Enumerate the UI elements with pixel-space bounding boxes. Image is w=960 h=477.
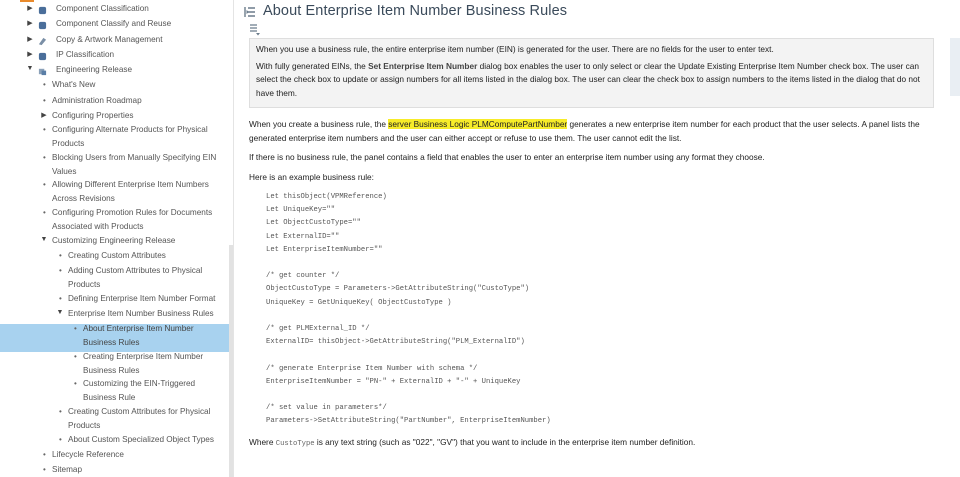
paragraph-no-rule: If there is no business rule, the panel contains a field that enables the user to enter an enterprise item number using any format they choose.	[249, 152, 765, 162]
toc-item-label: Adding Custom Attributes to Physical	[68, 266, 203, 275]
toc-item-allowing-different-ein[interactable]	[0, 180, 227, 208]
toc-item-sitemap[interactable]	[0, 465, 227, 477]
bullet-icon: •	[43, 96, 46, 105]
bullet-icon: •	[59, 407, 62, 416]
toc-item-engineering-release[interactable]	[0, 65, 227, 79]
bullet-icon: •	[59, 251, 62, 260]
toc-item-label: Administration Roadmap	[52, 96, 142, 105]
toc-item-copy-artwork[interactable]	[0, 35, 227, 49]
toc-sidebar	[0, 0, 234, 477]
highlighted-text: server Business Logic PLMComputePartNumber	[388, 119, 568, 129]
toc-item-label: Engineering Release	[56, 65, 133, 74]
toc-item-label-cont: Products	[52, 139, 85, 148]
bullet-icon: •	[43, 153, 46, 162]
toc-item-adding-custom-attributes[interactable]	[0, 266, 227, 294]
paragraph-text: Where	[249, 437, 276, 447]
bullet-icon: •	[43, 208, 46, 217]
toc-item-label: Configuring Properties	[52, 111, 134, 120]
toc-item-label: Creating Custom Attributes	[68, 251, 166, 260]
toc-item-component-classification[interactable]	[0, 4, 227, 18]
bullet-icon: •	[74, 324, 77, 333]
toc-item-label: Configuring Promotion Rules for Documents	[52, 208, 213, 217]
engineering-release-icon	[38, 67, 47, 76]
toc-item-whats-new[interactable]	[0, 80, 227, 94]
toc-item-label: Configuring Alternate Products for Physical	[52, 125, 208, 134]
toc-item-component-classify-reuse[interactable]	[0, 19, 227, 33]
toc-item-label: Allowing Different Enterprise Item Numbers	[52, 180, 209, 189]
toc-item-custom-specialized-object-types[interactable]	[0, 435, 227, 449]
bullet-icon: •	[74, 352, 77, 361]
component-class-icon	[38, 6, 47, 15]
toc-item-ip-classification[interactable]	[0, 50, 227, 64]
toc-item-label: Sitemap	[52, 465, 83, 474]
toc-item-label: About Custom Specialized Object Types	[68, 435, 214, 444]
paragraph-text: is any text string (such as "022", "GV") that you want to include in the enterprise item number definition.	[314, 437, 696, 447]
copy-artwork-icon	[38, 37, 47, 46]
dialog-name-text: Set Enterprise Item Number	[368, 60, 478, 71]
bullet-icon: •	[43, 80, 46, 89]
bullet-icon: •	[59, 294, 62, 303]
toc-item-about-ein-business-rules-selected[interactable]	[0, 324, 229, 352]
toc-item-customizing-ein-triggered[interactable]	[0, 379, 227, 407]
toc-item-label: Customizing Engineering Release	[52, 236, 176, 245]
content-pane	[240, 0, 960, 477]
expand-arrow-icon[interactable]: ▶	[27, 51, 33, 58]
bullet-icon: •	[59, 266, 62, 275]
toc-item-label: Copy & Artwork Management	[56, 35, 163, 44]
toc-item-creating-ein-business-rules[interactable]	[0, 352, 227, 380]
bullet-icon: •	[43, 180, 46, 189]
toc-item-label: Lifecycle Reference	[52, 450, 124, 459]
inline-code: CustoType	[275, 440, 315, 448]
collapse-arrow-icon[interactable]: ▼	[40, 236, 48, 243]
toc-item-ein-business-rules[interactable]	[0, 309, 227, 323]
bullet-icon: •	[74, 379, 77, 388]
toc-item-creating-custom-attributes[interactable]	[0, 251, 227, 265]
toc-item-label-cont: Products	[68, 421, 101, 430]
toc-item-label-cont: Business Rules	[83, 338, 140, 347]
toc-item-promotion-rules[interactable]	[0, 208, 227, 236]
ip-class-icon	[38, 52, 47, 61]
note-text: With fully generated EINs, the	[256, 60, 369, 71]
toc-toggle-icon[interactable]	[243, 5, 257, 19]
collapse-arrow-icon[interactable]: ▼	[56, 309, 64, 316]
note-box	[249, 38, 934, 108]
note-text: dialog box enables the user to only select or clear the Update Existing Enterprise Item Number check box. The user can select the check box to update or assign numbers for all items listed in the dialog box. The user can clear the check box to assign numbers to the items listed in the dialog that do not have them.	[256, 60, 920, 98]
toc-item-configuring-properties[interactable]	[0, 111, 227, 125]
code-block: Let thisObject(VPMReference) Let UniqueKey="" Let ObjectCustoType="" Let ExternalID="" Let EnterpriseItemNumber="" /* get counter */ ObjectCustoType = Parameters->GetAttributeString("CustoType") UniqueKey = GetUniqueKey( ObjectCustoType ) /* get PLMExternal_ID */ ExternalID= thisObject->GetAttributeString("PLM_ExternalID") /* generate Enterprise Item Number with schema */ EnterpriseItemNumber = "PN-" + ExternalID + "-" + UniqueKey /* set value in parameters*/ Parameters->SetAttributeString("PartNumber", EnterpriseItemNumber)	[266, 193, 551, 426]
toc-item-label: Enterprise Item Number Business Rules	[68, 309, 214, 318]
toc-item-admin-roadmap[interactable]	[0, 96, 227, 110]
toc-item-label: Blocking Users from Manually Specifying EIN	[52, 153, 217, 162]
toc-item-defining-ein-format[interactable]	[0, 294, 227, 308]
bullet-icon: •	[59, 435, 62, 444]
toc-item-label-cont: Business Rules	[83, 366, 140, 375]
toc-item-label: About Enterprise Item Number	[83, 324, 194, 333]
sidebar-accent-bar	[20, 0, 34, 2]
toc-item-label-cont: Values	[52, 167, 77, 176]
side-panel-edge	[950, 38, 960, 96]
toc-item-customizing-engineering-release[interactable]	[0, 236, 227, 250]
toc-item-creating-custom-attributes-physical[interactable]	[0, 407, 227, 435]
toc-item-label: Creating Custom Attributes for Physical	[68, 407, 211, 416]
paragraph-business-rule	[249, 118, 949, 145]
note-paragraph-2	[256, 60, 927, 101]
component-reuse-icon	[38, 21, 47, 30]
toc-item-label-cont: Products	[68, 280, 101, 289]
paragraph-text: generates a new enterprise item number for each product that the user selects. A panel lists the generated enterprise item numbers and the user can either accept or refuse to use them. The user cannot edit the list.	[249, 119, 920, 143]
toc-item-blocking-users[interactable]	[0, 153, 227, 181]
bullet-icon: •	[43, 125, 46, 134]
toc-item-label-cont: Associated with Products	[52, 222, 144, 231]
page-title: About Enterprise Item Number Business Rules	[263, 3, 568, 19]
bullet-icon: •	[43, 465, 46, 474]
toc-item-label: IP Classification	[56, 50, 115, 59]
expand-arrow-icon[interactable]: ▶	[27, 36, 33, 43]
toc-item-label: Component Classification	[56, 4, 149, 13]
bullet-icon: •	[43, 450, 46, 459]
toc-item-label: Customizing the EIN-Triggered	[83, 379, 196, 388]
paragraph-example-intro: Here is an example business rule:	[249, 172, 374, 182]
toc-item-alternate-products[interactable]	[0, 125, 227, 153]
expand-arrow-icon[interactable]: ▶	[41, 112, 47, 119]
toc-item-label: Component Classify and Reuse	[56, 19, 172, 28]
toc-item-label: What's New	[52, 80, 96, 89]
collapse-arrow-icon[interactable]: ▼	[26, 65, 34, 72]
toc-item-label-cont: Business Rule	[83, 393, 136, 402]
paragraph-text: When you create a business rule, the	[249, 119, 389, 129]
toc-item-label: Defining Enterprise Item Number Format	[68, 294, 216, 303]
expand-arrow-icon[interactable]: ▶	[27, 5, 33, 12]
expand-topics-icon[interactable]	[249, 24, 261, 36]
toc-item-label: Creating Enterprise Item Number	[83, 352, 204, 361]
toc-item-lifecycle-reference[interactable]	[0, 450, 227, 464]
toc-item-label-cont: Across Revisions	[52, 194, 115, 203]
note-paragraph-1: When you use a business rule, the entire enterprise item number (EIN) is generated for the user. There are no fields for the user to enter text.	[256, 44, 774, 54]
expand-arrow-icon[interactable]: ▶	[27, 20, 33, 27]
sidebar-scrollbar[interactable]	[229, 245, 234, 477]
paragraph-where	[249, 436, 949, 452]
